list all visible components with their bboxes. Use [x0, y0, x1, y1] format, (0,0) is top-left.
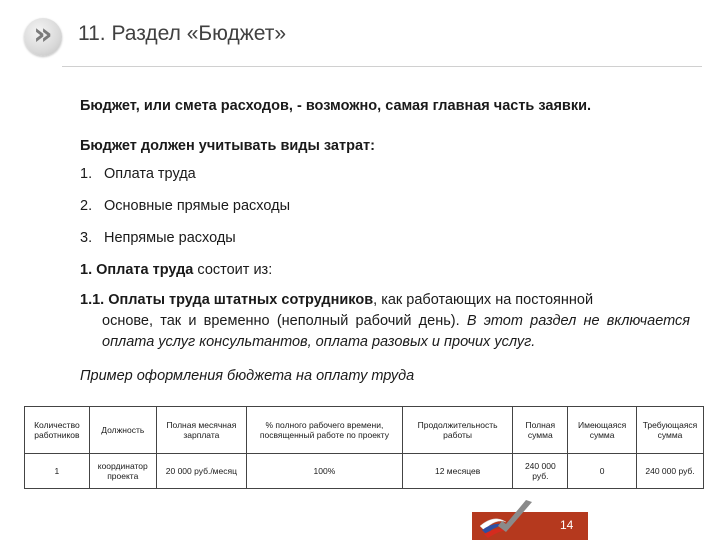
list-number: 1.: [80, 166, 93, 182]
labor-subhead-rest: состоит из:: [193, 262, 273, 278]
table-cell: 100%: [247, 454, 403, 489]
example-caption: Пример оформления бюджета на оплату труда: [80, 368, 415, 384]
table-header-cell: Количество работников: [25, 407, 90, 454]
tricolor-check-logo: [476, 496, 536, 540]
list-label: Основные прямые расходы: [104, 198, 291, 214]
table-cell: 20 000 руб./месяц: [156, 454, 246, 489]
list-item: [80, 166, 290, 198]
table-cell: 12 месяцев: [402, 454, 513, 489]
table-cell: 0: [568, 454, 637, 489]
table-cell: координатор проекта: [89, 454, 156, 489]
labor-subhead: [80, 262, 272, 278]
table-cell: 240 000 руб.: [637, 454, 704, 489]
list-item: [80, 230, 290, 262]
list-label: Непрямые расходы: [104, 230, 236, 246]
chevron-glyph: »: [33, 17, 53, 52]
list-number: 2.: [80, 198, 93, 214]
page-number: 14: [560, 518, 574, 532]
table-cell: 1: [25, 454, 90, 489]
para-bold: 1.1. Оплаты труда штатных сотрудников: [80, 292, 374, 308]
table-cell: 240 000 руб.: [513, 454, 568, 489]
para-indented: [80, 311, 690, 353]
labor-subhead-bold: 1. Оплата труда: [80, 262, 194, 278]
cost-types-list: [80, 166, 290, 262]
page-title: 11. Раздел «Бюджет»: [78, 22, 287, 45]
table-header-cell: Требующаяся сумма: [637, 407, 704, 454]
table-header-cell: Полная месячная зарплата: [156, 407, 246, 454]
header-divider: [62, 66, 702, 67]
intro-text: Бюджет, или смета расходов, - возможно, самая главная часть заявки.: [80, 98, 592, 114]
table-header-cell: Полная сумма: [513, 407, 568, 454]
slide-header: [0, 0, 720, 70]
table-header-cell: Продолжительность работы: [402, 407, 513, 454]
table-header-cell: Должность: [89, 407, 156, 454]
table-header-cell: % полного рабочего времени, посвященный работе по проекту: [247, 407, 403, 454]
cost-types-lead: Бюджет должен учитывать виды затрат:: [80, 138, 375, 154]
table-header-row: [25, 407, 704, 454]
para-line2: основе, так и временно (неполный рабочий день).: [102, 313, 467, 329]
list-label: Оплата труда: [104, 166, 196, 182]
list-number: 3.: [80, 230, 93, 246]
table-row: [25, 454, 704, 489]
table-header-cell: Имеющаяся сумма: [568, 407, 637, 454]
labor-paragraph: [80, 290, 690, 353]
budget-table: [24, 406, 704, 489]
para-text: , как работающих на постоянной: [373, 292, 594, 308]
para-italic: В этот раздел не включается оплата услуг консультантов, оплата разовых и прочих услуг.: [102, 313, 691, 350]
double-chevron-right-icon: [24, 18, 62, 56]
list-item: [80, 198, 290, 230]
